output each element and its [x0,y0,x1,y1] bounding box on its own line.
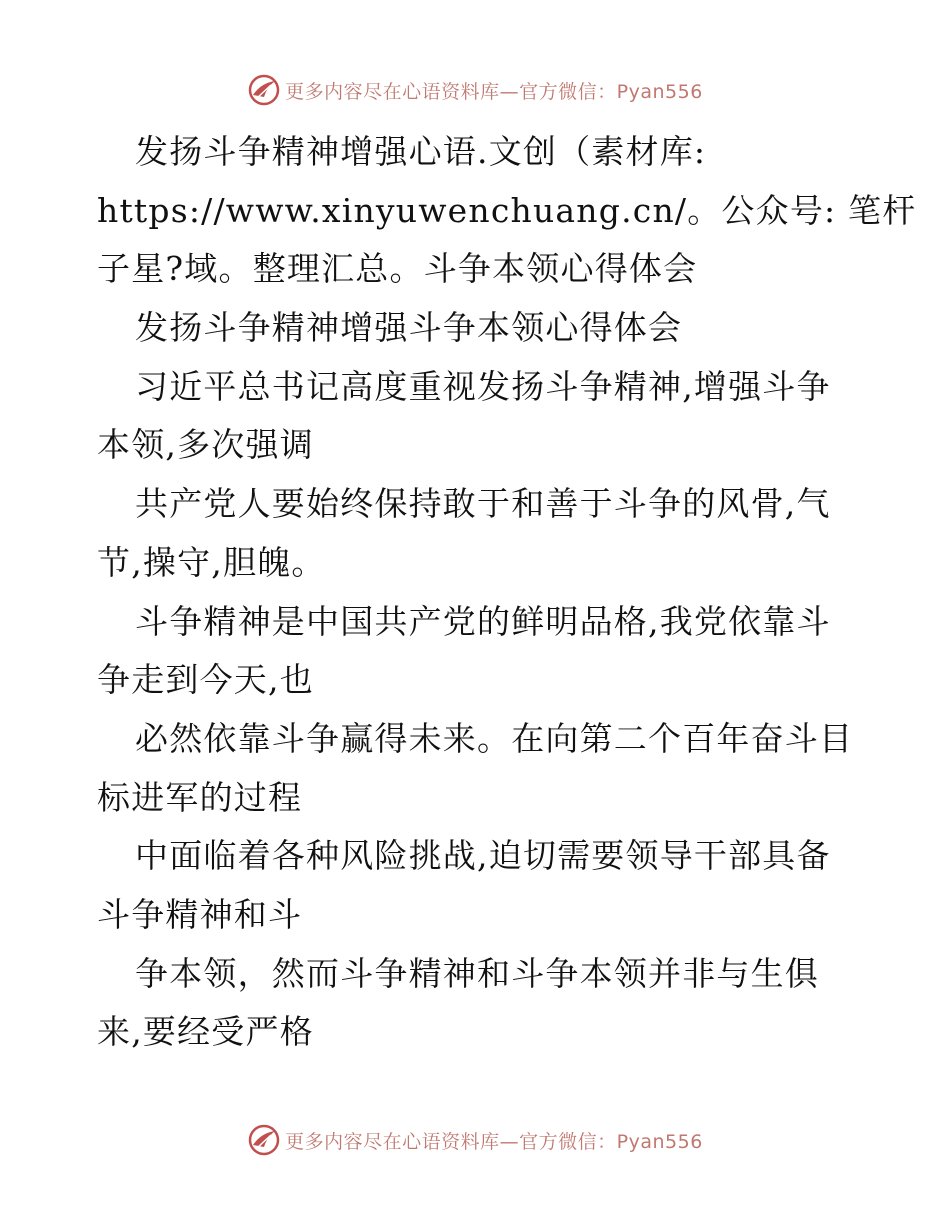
header-watermark-banner [0,70,950,110]
text-line: 争走到今天,也 [97,660,314,700]
text-line: 节,操守,胆魄。 [97,542,326,582]
text-line: 发扬斗争精神增强斗争本领心得体会 [135,308,683,348]
text-line: 共产党人要始终保持敢于和善于斗争的风骨,气 [135,484,831,524]
text-line: 习近平总书记高度重视发扬斗争精神,增强斗争 [135,366,831,406]
brand-logo-icon [247,73,281,107]
text-line: 标进军的过程 [97,777,303,817]
footer-watermark-banner [0,1120,950,1160]
text-line: https://www.xinyuwenchuang.cn/。公众号: 笔杆 [97,190,917,230]
text-line: 斗争精神是中国共产党的鲜明品格,我党依靠斗 [135,601,831,641]
text-line: 发扬斗争精神增强心语.文创（素材库: [135,132,707,171]
text-line: 本领,多次强调 [97,425,314,465]
text-line: 争本领，然而斗争精神和斗争本领并非与生俱 [135,953,819,993]
text-line: 斗争精神和斗 [97,894,303,934]
text-line: 子星?域。整理汇总。斗争本领心得体会 [97,249,698,289]
text-line: 必然依靠斗争赢得未来。在向第二个百年奋斗目 [135,718,854,758]
watermark-text: 更多内容尽在心语资料库—官方微信：Pyan556 [285,80,703,103]
text-line: 来,要经受严格 [97,1012,314,1052]
text-line: 中面临着各种风险挑战,迫切需要领导干部具备 [135,836,831,876]
brand-logo-icon [247,1123,281,1157]
watermark-text: 更多内容尽在心语资料库—官方微信：Pyan556 [285,1130,703,1153]
document-body [97,123,917,1062]
